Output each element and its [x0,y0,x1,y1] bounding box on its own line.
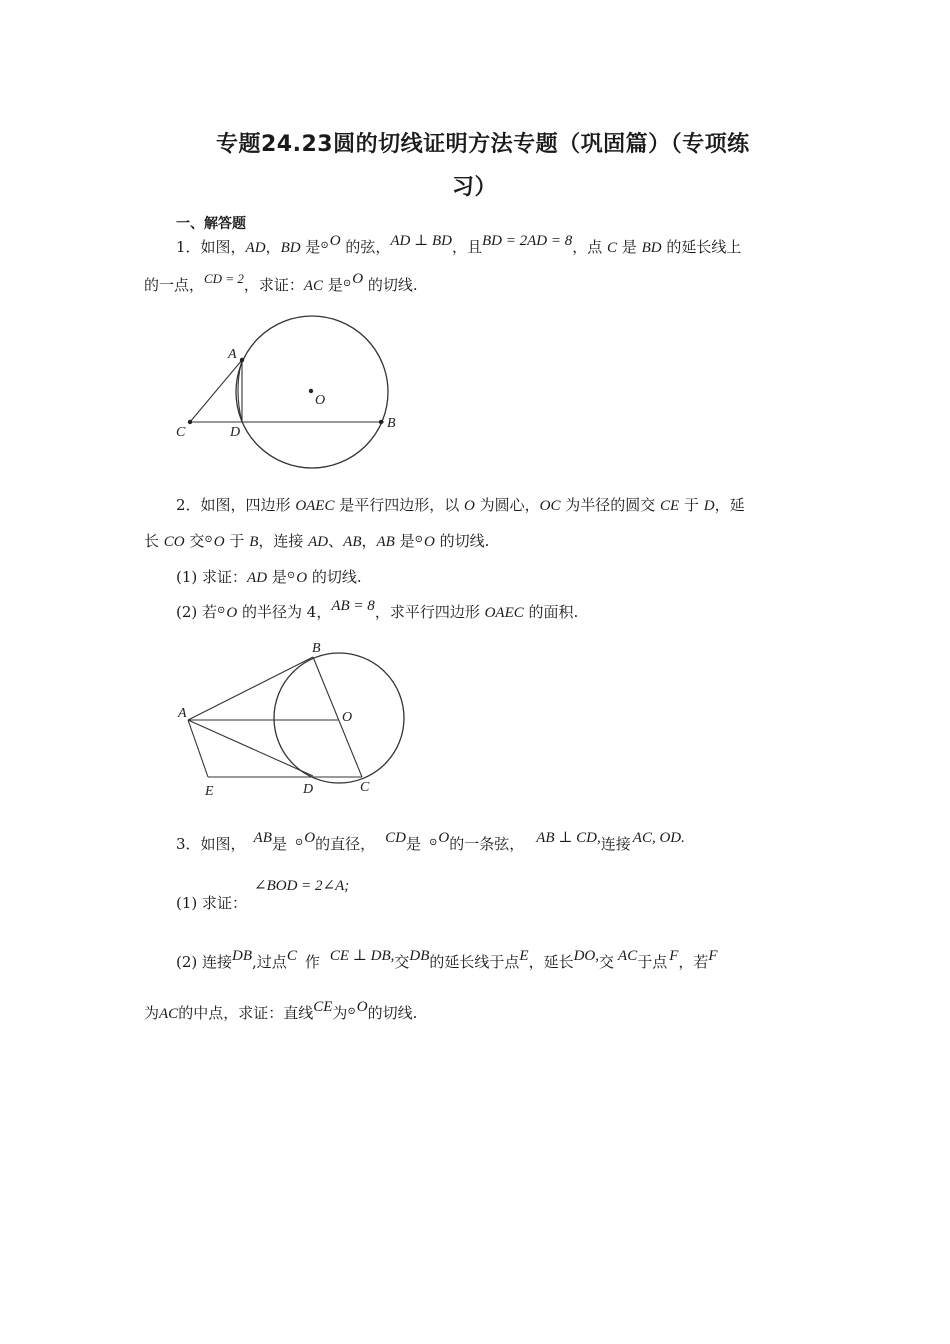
label-c: C [360,780,370,795]
point-o [309,389,313,393]
problem-2-question-2: (2) 若⊙O 的半径为 4，AB = 8，求平行四边形 OAEC 的面积. [176,598,579,621]
circle-symbol-icon: ⊙ [320,240,329,251]
segment-bc [313,657,362,777]
point-a [240,358,244,362]
label-o: O [315,393,326,408]
segment-ac [190,360,242,422]
circle-symbol-icon: ⊙ [217,605,226,616]
circle-symbol-icon: ⊙ [294,837,304,848]
section-heading: 一、解答题 [176,216,246,232]
circle-symbol-icon: ⊙ [204,534,213,545]
problem-3-line-1: 3．如图， AB是 ⊙O的直径， CD是 ⊙O的一条弦， AB ⊥ CD,连接 AC, OD. [176,830,685,853]
circle-symbol-icon: ⊙ [342,278,352,289]
label-e: E [205,784,214,799]
circle-symbol-icon: ⊙ [414,534,423,545]
segment-ae [188,720,208,777]
label-d: D [230,425,241,440]
figure-1 [170,310,410,480]
point-b [379,420,383,424]
page-title-line1: 专题24.23圆的切线证明方法专题（巩固篇）（专项练 [216,132,750,157]
problem-2-question-1: (1) 求证：AD 是⊙O 的切线. [176,568,362,586]
figure-2 [170,635,420,805]
label-b: B [312,641,321,656]
problem-1-line-1: 1．如图，AD，BD 是⊙O 的弦，AD ⊥ BD，且BD = 2AD = 8，点 C 是 BD 的延长线上 [176,233,742,256]
problem-3-question-1: (1) 求证： [176,894,248,912]
page-title-line2: 习） [452,175,498,200]
label-o: O [342,710,353,725]
problem-3-angle-relation: ∠BOD = 2∠A; [254,878,350,894]
problem-3-question-2-line-2: 为AC的中点，求证：直线CE为⊙O的切线. [144,999,418,1022]
label-c: C [176,425,186,440]
segment-ad [188,720,313,776]
label-b: B [387,416,396,431]
problem-2-line-2: 长 CO 交⊙O 于 B，连接 AD、AB，AB 是⊙O 的切线. [144,532,490,550]
circle-o [274,653,404,783]
point-c [188,420,192,424]
problem-3-question-2: (2) 连接DB,过点C 作 CE ⊥ DB,交DB的延长线于点E，延长DO,交 AC于点 F，若F [176,948,718,971]
label-a: A [178,706,187,721]
label-a: A [228,347,237,362]
circle-symbol-icon: ⊙ [286,570,296,581]
segment-ab [188,657,313,720]
problem-2-line-1: 2．如图，四边形 OAEC 是平行四边形，以 O 为圆心，OC 为半径的圆交 CE 于 D，延 [176,496,745,514]
problem-1-line-2: 的一点，CD = 2，求证：AC 是⊙O 的切线. [144,271,418,294]
circle-symbol-icon: ⊙ [347,1006,356,1017]
circle-symbol-icon: ⊙ [429,837,438,848]
label-d: D [303,782,314,797]
